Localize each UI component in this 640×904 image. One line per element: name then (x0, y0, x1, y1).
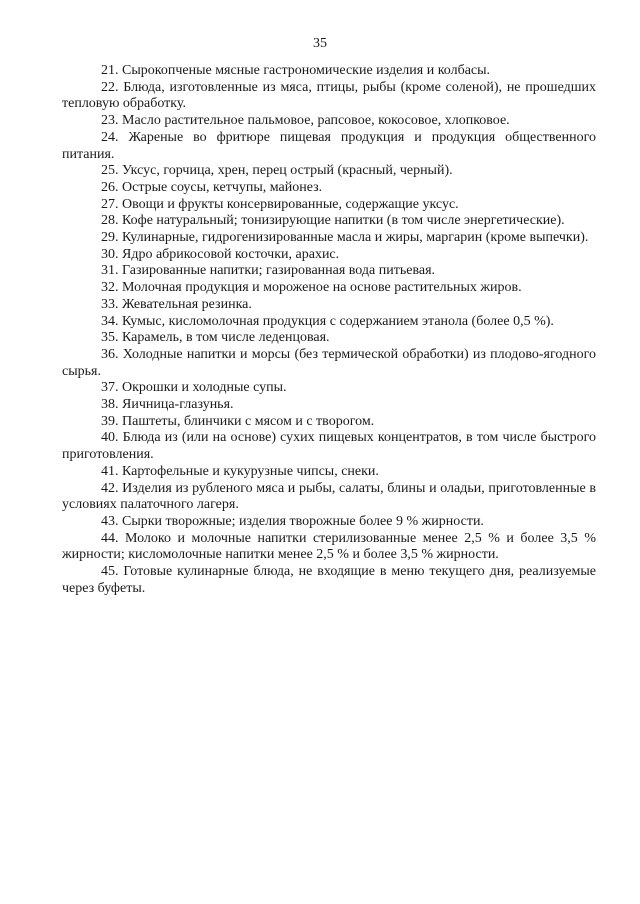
list-item: 22. Блюда, изготовленные из мяса, птицы, рыбы (кроме соленой), не прошедших тепловую обработку. (62, 79, 596, 112)
list-item: 44. Молоко и молочные напитки стерилизованные менее 2,5 % и более 3,5 % жирности; кисломолочные напитки менее 2,5 % и более 3,5 % жирности. (62, 530, 596, 563)
list-item: 29. Кулинарные, гидрогенизированные масла и жиры, маргарин (кроме выпечки). (101, 230, 589, 246)
list-item: 41. Картофельные и кукурузные чипсы, снеки. (101, 463, 379, 479)
list-item: 34. Кумыс, кисломолочная продукция с содержанием этанола (более 0,5 %). (101, 313, 554, 329)
list-item: 39. Паштеты, блинчики с мясом и с творогом. (101, 413, 375, 429)
list-item: 37. Окрошки и холодные супы. (101, 380, 287, 396)
list-item: 40. Блюда из (или на основе) сухих пищевых концентратов, в том числе быстрого приготовления. (62, 430, 596, 463)
list-item: 33. Жевательная резинка. (101, 296, 252, 312)
list-item: 31. Газированные напитки; газированная вода питьевая. (101, 263, 436, 279)
list-item: 24. Жареные во фритюре пищевая продукция и продукция общественного питания. (62, 129, 596, 162)
list-item: 42. Изделия из рубленого мяса и рыбы, салаты, блины и оладьи, приготовленные в условиях палаточного лагеря. (62, 480, 596, 513)
list-item: 23. Масло растительное пальмовое, рапсовое, кокосовое, хлопковое. (101, 113, 510, 129)
list-item: 35. Карамель, в том числе леденцовая. (101, 330, 330, 346)
list-item: 25. Уксус, горчица, хрен, перец острый (красный, черный). (101, 163, 453, 179)
document-body (62, 63, 596, 598)
page-number: 35 (313, 36, 327, 51)
list-item: 26. Острые соусы, кетчупы, майонез. (101, 179, 323, 195)
list-item: 45. Готовые кулинарные блюда, не входящие в меню текущего дня, реализуемые через буфеты. (62, 564, 596, 596)
list-item: 30. Ядро абрикосовой косточки, арахис. (101, 246, 340, 262)
list-item: 32. Молочная продукция и мороженое на основе растительных жиров. (101, 280, 522, 296)
list-item: 21. Сырокопченые мясные гастрономические изделия и колбасы. (101, 63, 491, 78)
list-item: 27. Овощи и фрукты консервированные, содержащие уксус. (101, 196, 459, 212)
list-item: 36. Холодные напитки и морсы (без термической обработки) из плодово-ягодного сырья. (62, 346, 596, 379)
list-item: 28. Кофе натуральный; тонизирующие напитки (в том числе энергетические). (101, 213, 565, 229)
list-item: 38. Яичница-глазунья. (101, 397, 234, 413)
list-item: 43. Сырки творожные; изделия творожные более 9 % жирности. (101, 513, 484, 529)
